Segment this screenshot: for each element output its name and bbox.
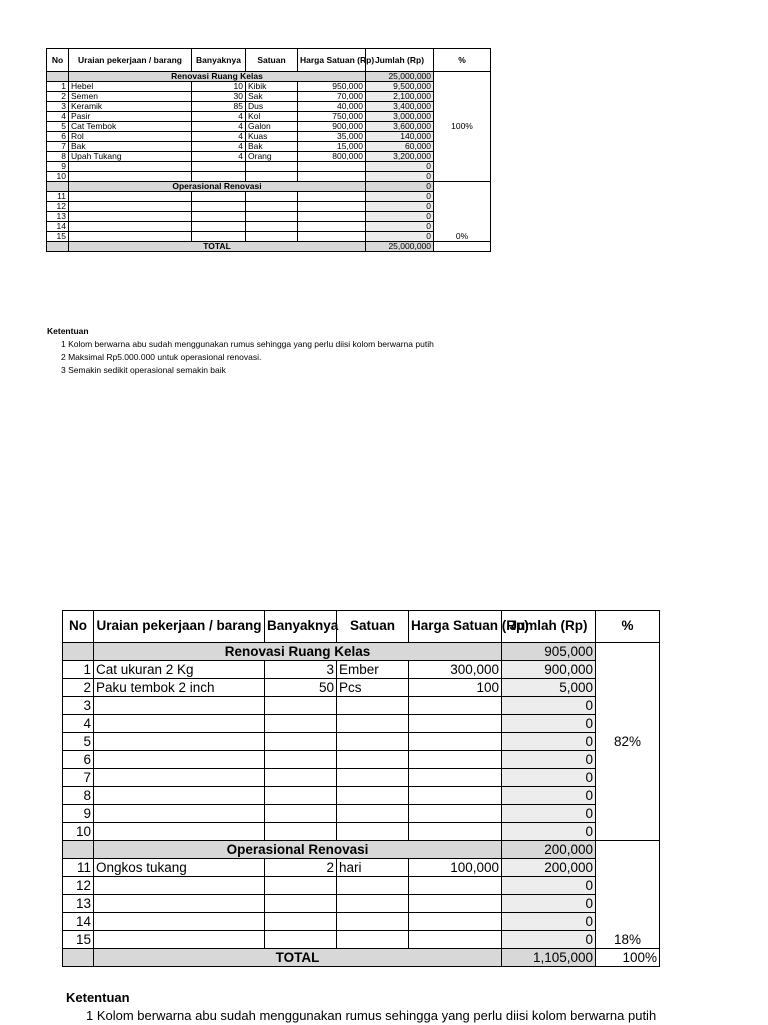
row-amount: 0 [366,172,434,182]
header-amount: Jumlah (Rp) [366,49,434,72]
row-price [409,769,502,787]
row-quantity [265,697,337,715]
row-amount: 0 [502,733,596,751]
budget-table-1 [46,48,491,252]
row-unit [337,769,409,787]
row-unit: Bak [246,142,298,152]
row-price [298,172,366,182]
header-qty: Banyaknya [265,611,337,643]
row-amount: 0 [502,931,596,949]
row-price [409,805,502,823]
row-item [69,202,192,212]
row-item [94,805,265,823]
row-unit: Orang [246,152,298,162]
header-no: No [47,49,69,72]
row-number: 9 [47,162,69,172]
total-label: TOTAL [94,949,502,967]
table-row [47,92,491,102]
row-unit [337,931,409,949]
row-item: Upah Tukang [69,152,192,162]
budget-table-2 [62,610,660,967]
row-unit [337,715,409,733]
section-row [63,643,660,661]
row-number: 6 [47,132,69,142]
row-number: 13 [63,895,94,913]
notes-section-1 [47,325,434,377]
row-quantity: 4 [192,112,246,122]
row-quantity [192,222,246,232]
header-item: Uraian pekerjaan / barang [69,49,192,72]
row-number: 10 [63,823,94,841]
header-price: Harga Satuan (Rp) [298,49,366,72]
row-number: 3 [63,697,94,715]
row-unit: Kuas [246,132,298,142]
row-item [69,212,192,222]
row-item: Ongkos tukang [94,859,265,877]
row-price [409,715,502,733]
row-unit [246,232,298,242]
row-item [94,823,265,841]
row-unit: hari [337,859,409,877]
row-quantity [265,769,337,787]
row-number: 4 [63,715,94,733]
row-price [298,192,366,202]
row-quantity [192,172,246,182]
row-price [298,212,366,222]
row-amount: 0 [366,192,434,202]
row-quantity [265,787,337,805]
header-percent: % [434,49,491,72]
row-unit [337,697,409,715]
row-unit [337,877,409,895]
row-item: Keramik [69,102,192,112]
row-price: 40,000 [298,102,366,112]
table-row [63,751,660,769]
row-quantity [265,751,337,769]
row-number: 2 [63,679,94,697]
total-no-cell [63,949,94,967]
row-number: 13 [47,212,69,222]
row-item [94,787,265,805]
row-item: Paku tembok 2 inch [94,679,265,697]
row-item [94,913,265,931]
row-amount: 0 [502,787,596,805]
note-item: 2 Maksimal Rp5.000.000 untuk operasional renovasi. [61,352,262,362]
row-amount: 60,000 [366,142,434,152]
row-number: 7 [63,769,94,787]
row-quantity [265,715,337,733]
row-amount: 0 [366,202,434,212]
section-no-cell [47,182,69,192]
row-price: 750,000 [298,112,366,122]
section-no-cell [47,72,69,82]
header-unit: Satuan [246,49,298,72]
row-unit: Dus [246,102,298,112]
section-row [63,841,660,859]
row-quantity [192,162,246,172]
table-row [47,102,491,112]
row-amount: 0 [502,805,596,823]
row-quantity: 4 [192,142,246,152]
note-item: 1 Kolom berwarna abu sudah menggunakan rumus sehingga yang perlu diisi kolom berwarna putih [86,1008,657,1023]
row-amount: 3,400,000 [366,102,434,112]
row-unit: Galon [246,122,298,132]
row-quantity [265,913,337,931]
row-item: Pasir [69,112,192,122]
row-item: Semen [69,92,192,102]
grand-total: 1,105,000 [502,949,596,967]
row-number: 11 [63,859,94,877]
table-row [47,132,491,142]
section-title: Operasional Renovasi [94,841,502,859]
header-no: No [63,611,94,643]
row-amount: 3,200,000 [366,152,434,162]
row-amount: 0 [502,715,596,733]
row-quantity [265,805,337,823]
section-percent: 82% [596,643,660,841]
row-number: 2 [47,92,69,102]
row-number: 11 [47,192,69,202]
row-price: 35,000 [298,132,366,142]
grand-total: 25,000,000 [366,242,434,252]
row-item [94,715,265,733]
row-number: 14 [47,222,69,232]
section-no-cell [63,841,94,859]
table-row [47,192,491,202]
row-quantity: 4 [192,152,246,162]
row-number: 5 [47,122,69,132]
table-row [63,859,660,877]
section-total: 0 [366,182,434,192]
section-title: Renovasi Ruang Kelas [94,643,502,661]
row-number: 12 [63,877,94,895]
row-amount: 0 [366,162,434,172]
row-amount: 0 [502,877,596,895]
row-item [69,172,192,182]
row-price [298,162,366,172]
table-row [47,232,491,242]
row-number: 8 [47,152,69,162]
row-unit [337,751,409,769]
table-row [63,805,660,823]
section-percent: 18% [596,841,660,949]
row-unit [246,172,298,182]
row-amount: 3,000,000 [366,112,434,122]
notes-section-2 [66,989,656,1025]
row-quantity: 50 [265,679,337,697]
notes-heading: Ketentuan [47,326,89,336]
table-row [63,733,660,751]
row-item [94,895,265,913]
table-row [47,122,491,132]
row-item: Rol [69,132,192,142]
row-number: 3 [47,102,69,112]
row-item [94,931,265,949]
row-price [298,232,366,242]
row-number: 7 [47,142,69,152]
total-no-cell [47,242,69,252]
row-quantity: 4 [192,132,246,142]
row-item [69,222,192,232]
row-quantity [265,877,337,895]
table-row [47,202,491,212]
row-unit [337,895,409,913]
row-price: 15,000 [298,142,366,152]
row-number: 5 [63,733,94,751]
table-row [47,212,491,222]
row-item [94,877,265,895]
row-quantity [192,212,246,222]
row-number: 15 [47,232,69,242]
row-amount: 0 [502,697,596,715]
row-price [409,895,502,913]
row-number: 6 [63,751,94,769]
row-item: Hebel [69,82,192,92]
row-unit: Kol [246,112,298,122]
table-row [47,222,491,232]
header-row [63,611,660,643]
table-row [47,162,491,172]
row-price: 800,000 [298,152,366,162]
row-quantity [192,202,246,212]
row-unit [246,162,298,172]
grand-percent [434,242,491,252]
row-amount: 200,000 [502,859,596,877]
row-price [409,931,502,949]
table-row [63,715,660,733]
grand-percent: 100% [596,949,660,967]
row-unit [246,212,298,222]
table-row [63,877,660,895]
row-number: 1 [47,82,69,92]
row-number: 12 [47,202,69,212]
row-item [94,769,265,787]
table-row [63,913,660,931]
header-qty: Banyaknya [192,49,246,72]
row-price [409,787,502,805]
notes-heading: Ketentuan [66,990,130,1005]
row-price: 950,000 [298,82,366,92]
row-quantity [192,232,246,242]
row-amount: 3,600,000 [366,122,434,132]
section-percent: 0% [434,182,491,242]
row-unit [337,733,409,751]
row-quantity [265,931,337,949]
section-total: 905,000 [502,643,596,661]
row-item [94,697,265,715]
table-row [63,931,660,949]
row-price [409,697,502,715]
section-title: Operasional Renovasi [69,182,366,192]
row-price: 900,000 [298,122,366,132]
total-row [47,242,491,252]
row-unit [337,823,409,841]
row-item [69,162,192,172]
row-unit: Ember [337,661,409,679]
row-amount: 0 [502,769,596,787]
table-row [47,82,491,92]
table-row [63,769,660,787]
header-amount: Jumlah (Rp) [502,611,596,643]
table-row [47,152,491,162]
table-row [47,172,491,182]
total-label: TOTAL [69,242,366,252]
row-number: 4 [47,112,69,122]
row-unit [246,202,298,212]
table-row [63,895,660,913]
row-item: Cat Tembok [69,122,192,132]
row-unit [337,787,409,805]
row-item [94,751,265,769]
row-price [409,733,502,751]
row-unit [337,805,409,823]
section-title: Renovasi Ruang Kelas [69,72,366,82]
row-quantity [265,733,337,751]
row-amount: 0 [366,212,434,222]
row-amount: 0 [502,895,596,913]
row-amount: 0 [502,823,596,841]
row-price: 300,000 [409,661,502,679]
note-item: 3 Semakin sedikit operasional semakin baik [61,365,226,375]
row-item [94,733,265,751]
row-price [409,823,502,841]
row-amount: 0 [502,751,596,769]
row-amount: 140,000 [366,132,434,142]
row-amount: 0 [366,232,434,242]
header-item: Uraian pekerjaan / barang [94,611,265,643]
row-unit: Sak [246,92,298,102]
row-quantity: 10 [192,82,246,92]
total-row [63,949,660,967]
table-row [47,112,491,122]
row-item [69,192,192,202]
row-price [298,202,366,212]
table-row [63,697,660,715]
row-number: 9 [63,805,94,823]
header-unit: Satuan [337,611,409,643]
row-quantity [265,895,337,913]
row-number: 1 [63,661,94,679]
header-percent: % [596,611,660,643]
row-number: 14 [63,913,94,931]
row-price: 70,000 [298,92,366,102]
row-number: 10 [47,172,69,182]
row-amount: 5,000 [502,679,596,697]
table-row [47,142,491,152]
row-unit [246,222,298,232]
row-price [409,877,502,895]
row-quantity: 3 [265,661,337,679]
row-amount: 900,000 [502,661,596,679]
section-row [47,72,491,82]
row-unit: Pcs [337,679,409,697]
table-row [63,787,660,805]
table-row [63,679,660,697]
section-total: 200,000 [502,841,596,859]
row-amount: 2,100,000 [366,92,434,102]
table-row [63,661,660,679]
row-quantity: 85 [192,102,246,112]
row-price: 100 [409,679,502,697]
row-item [69,232,192,242]
row-price [409,913,502,931]
row-price [409,751,502,769]
row-unit [337,913,409,931]
note-item: 1 Kolom berwarna abu sudah menggunakan rumus sehingga yang perlu diisi kolom berwarna putih [61,339,434,349]
header-price: Harga Satuan (Rp) [409,611,502,643]
row-number: 15 [63,931,94,949]
row-unit: Kibik [246,82,298,92]
row-amount: 9,500,000 [366,82,434,92]
section-no-cell [63,643,94,661]
header-row [47,49,491,72]
row-amount: 0 [366,222,434,232]
row-quantity [192,192,246,202]
row-price: 100,000 [409,859,502,877]
row-amount: 0 [502,913,596,931]
section-total: 25,000,000 [366,72,434,82]
row-quantity: 30 [192,92,246,102]
row-quantity: 2 [265,859,337,877]
row-quantity: 4 [192,122,246,132]
row-quantity [265,823,337,841]
section-row [47,182,491,192]
section-percent: 100% [434,72,491,182]
row-item: Bak [69,142,192,152]
row-number: 8 [63,787,94,805]
row-item: Cat ukuran 2 Kg [94,661,265,679]
row-price [298,222,366,232]
row-unit [246,192,298,202]
table-row [63,823,660,841]
